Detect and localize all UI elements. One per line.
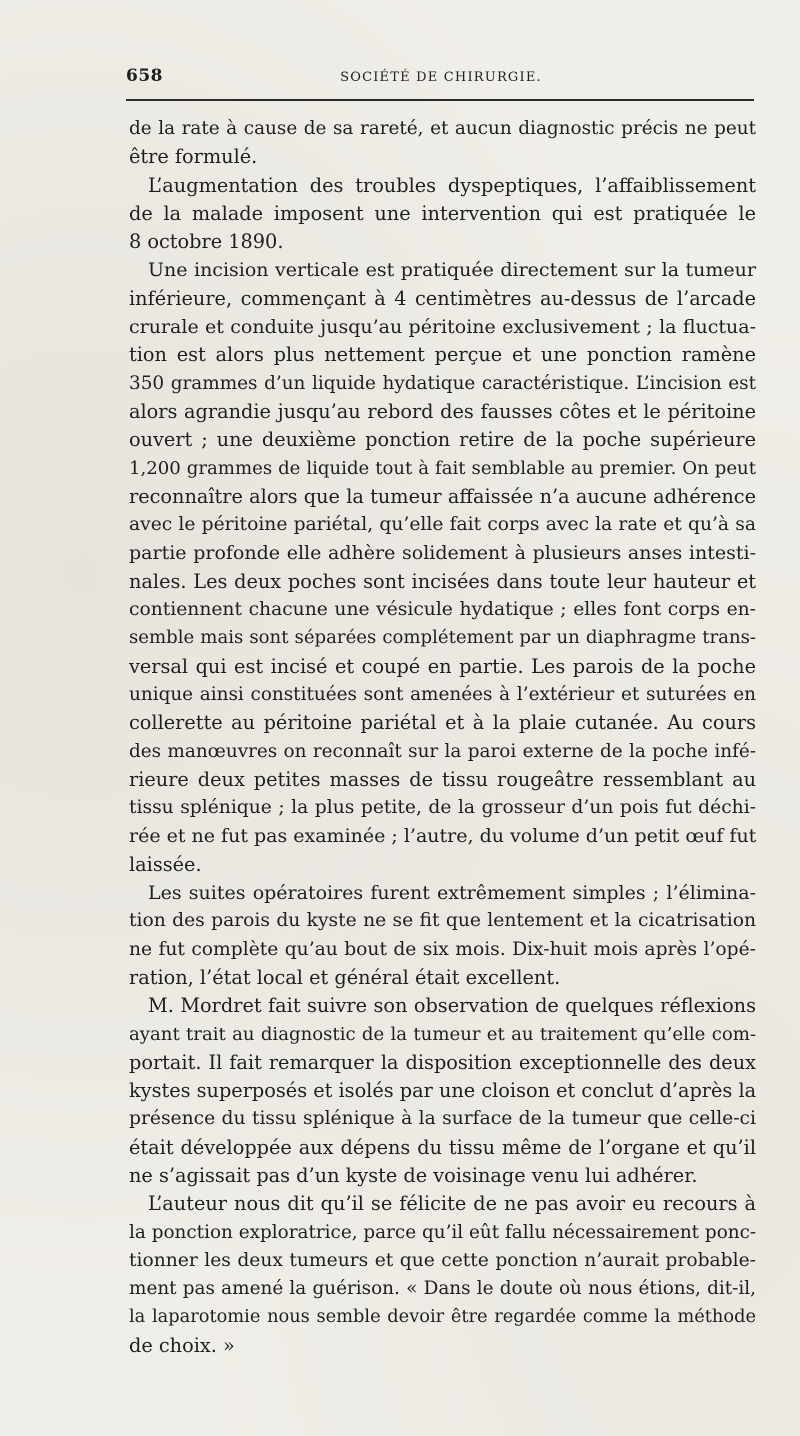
text-line: inférieure, commençant à 4 centimètres au-dessus de l’arcade	[129, 286, 756, 310]
text-line: L’auteur nous dit qu’il se félicite de ne pas avoir eu recours à	[148, 1192, 756, 1216]
text-line: M. Mordret fait suivre son observation de quelques réflexions	[148, 994, 756, 1018]
text-line: collerette au péritoine pariétal et à la plaie cutanée. Au cours	[129, 711, 756, 735]
text-line: ment pas amené la guérison. « Dans le doute où nous étions, dit-il,	[129, 1278, 756, 1300]
text-line: rée et ne fut pas examinée ; l’autre, du volume d’un petit œuf fut	[129, 825, 756, 848]
text-line: la laparotomie nous semble devoir être regardée comme la méthode	[129, 1306, 756, 1328]
page-number: 658	[126, 66, 163, 86]
body-text	[129, 115, 756, 1360]
text-line: être formulé.	[129, 145, 258, 169]
text-line: ayant trait au diagnostic de la tumeur et au traitement qu’elle com-	[129, 1023, 756, 1045]
text-line: était développée aux dépens du tissu même de l’organe et qu’il	[129, 1135, 756, 1159]
text-line: unique ainsi constituées sont amenées à l’extérieur et suturées en	[129, 683, 756, 705]
running-title: SOCIÉTÉ DE CHIRURGIE.	[340, 70, 542, 85]
text-line: de la rate à cause de sa rareté, et aucun diagnostic précis ne peut	[129, 118, 756, 139]
text-line: 350 grammes d’un liquide hydatique caractéristique. L’incision est	[129, 372, 756, 394]
text-line: de la malade imposent une intervention qui est pratiquée le	[129, 201, 756, 225]
text-line: Les suites opératoires furent extrêmement simples ; l’élimina-	[148, 882, 756, 905]
text-line: nales. Les deux poches sont incisées dans toute leur hauteur et	[129, 569, 756, 593]
text-line: tion des parois du kyste ne se fit que lentement et la cicatrisation	[129, 910, 756, 932]
text-line: semble mais sont séparées complétement par un diaphragme trans-	[129, 627, 756, 649]
text-line: la ponction exploratrice, parce qu’il eût fallu nécessairement ponc-	[129, 1221, 756, 1243]
text-line: L’augmentation des troubles dyspeptiques, l’affaiblissement	[148, 173, 756, 197]
text-line: ouvert ; une deuxième ponction retire de la poche supérieure	[129, 428, 756, 452]
text-line: laissée.	[129, 852, 202, 876]
text-line: versal qui est incisé et coupé en partie. Les parois de la poche	[129, 654, 756, 678]
text-line: kystes superposés et isolés par une cloison et conclut d’après la	[129, 1079, 756, 1103]
text-line: avec le péritoine pariétal, qu’elle fait corps avec la rate et qu’à sa	[129, 514, 756, 536]
text-line: partie profonde elle adhère solidement à plusieurs anses intesti-	[129, 542, 756, 565]
text-line: 8 octobre 1890.	[129, 230, 284, 254]
text-line: reconnaître alors que la tumeur affaissée n’a aucune adhérence	[129, 484, 756, 508]
header-rule	[126, 99, 754, 101]
text-line: alors agrandie jusqu’au rebord des fausses côtes et le péritoine	[129, 399, 756, 423]
text-line: ne s’agissait pas d’un kyste de voisinage venu lui adhérer.	[129, 1163, 698, 1187]
text-line: présence du tissu splénique à la surface de la tumeur que celle-ci	[129, 1108, 756, 1130]
text-line: de choix. »	[129, 1333, 235, 1357]
text-line: tion est alors plus nettement perçue et une ponction ramène	[129, 343, 756, 367]
text-line: portait. Il fait remarquer la disposition exceptionnelle des deux	[129, 1050, 756, 1074]
text-line: 1,200 grammes de liquide tout à fait semblable au premier. On peut	[129, 457, 756, 479]
text-line: Une incision verticale est pratiquée directement sur la tumeur	[148, 259, 756, 282]
text-line: contiennent chacune une vésicule hydatique ; elles font corps en-	[129, 599, 756, 621]
text-line: crurale et conduite jusqu’au péritoine exclusivement ; la fluctua-	[129, 316, 756, 339]
page-header	[126, 62, 756, 92]
text-line: tionner les deux tumeurs et que cette ponction n’aurait probable-	[129, 1249, 756, 1271]
text-line: tissu splénique ; la plus petite, de la grosseur d’un pois fut déchi-	[129, 797, 756, 819]
text-line: ration, l’état local et général était excellent.	[129, 965, 561, 989]
text-line: ne fut complète qu’au bout de six mois. Dix-huit mois après l’opé-	[129, 938, 756, 960]
text-line: des manœuvres on reconnaît sur la paroi externe de la poche infé-	[129, 740, 756, 762]
text-line: rieure deux petites masses de tissu rougeâtre ressemblant au	[129, 767, 756, 791]
